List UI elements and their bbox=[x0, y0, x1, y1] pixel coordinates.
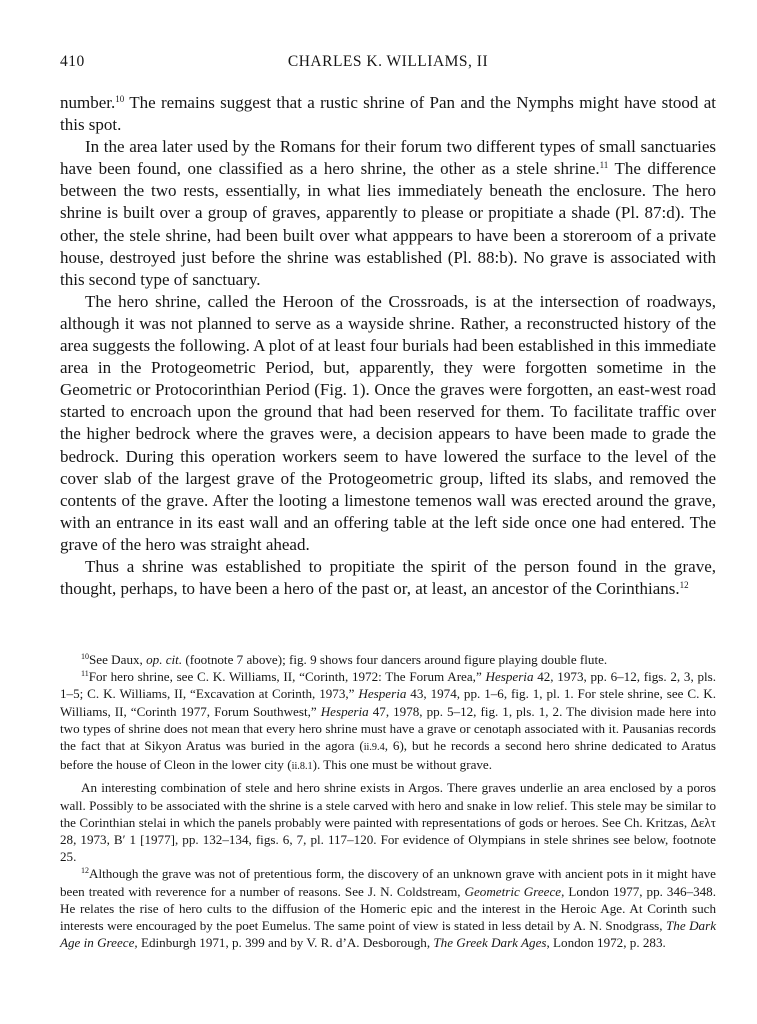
text-run: The remains suggest that a rustic shrine of Pan and the Nymphs might have stood at this spot. bbox=[60, 93, 716, 135]
text-run: For hero shrine, see C. K. Williams, II, “Corinth, 1972: The Forum Area,” bbox=[88, 669, 486, 685]
paragraph bbox=[60, 92, 716, 136]
footnote-ref-11: 11 bbox=[599, 160, 609, 171]
page-number: 410 bbox=[60, 53, 85, 70]
italic-text: Hesperia bbox=[485, 669, 534, 685]
text-run: In the area later used by the Romans for their forum two different types of small sanctuaries have been found, one classified as a hero shrine, the other as a stele shrine. bbox=[60, 137, 716, 179]
footnote-number: 10 bbox=[81, 652, 89, 661]
text-run: 42, 1973, pp. 6–12, figs. 2, 3, pls. 1–5; C. K. Williams, II, “Excavation at Corinth, 1973,” bbox=[60, 669, 716, 702]
text-run: 28, 1973, Β′ 1 [1977], pp. 132–134, figs. 6, 7, pl. 117–120. For evidence of Olympians in stele shrines see below, footnote 25. bbox=[60, 832, 716, 865]
text-run: Edinburgh 1971, p. 399 and by V. R. d’A. Desborough, bbox=[137, 935, 434, 951]
text-run: , 6), but he records a second hero shrine dedicated to Aratus before the house of Cleon in the lower city ( bbox=[60, 738, 716, 773]
footnote-11-continued bbox=[60, 779, 716, 865]
footnote-ref-12: 12 bbox=[679, 580, 689, 591]
italic-text: The Dark Age in Greece, bbox=[60, 918, 716, 951]
footnote-11 bbox=[60, 668, 716, 775]
footnote-ref-10: 10 bbox=[115, 94, 125, 104]
text-run: ). This one must be without grave. bbox=[312, 757, 493, 773]
paragraph bbox=[60, 136, 716, 291]
text-run: The difference between the two rests, essentially, in what lies immediately beneath the enclosure. The hero shrine is built over a group of graves, apparently to please or propitiate a shade (Pl. 87:d). The other, the stele shrine, had been built over what apppears to have been a storeroom of a private house, destroyed just before the shrine was established (Pl. 88:b). No grave is associated with this second type of sanctuary. bbox=[60, 159, 716, 289]
italic-text: Hesperia bbox=[358, 686, 407, 702]
footnote-12 bbox=[60, 865, 716, 951]
small-caps-text: ii.8.1 bbox=[291, 761, 313, 773]
text-run: (footnote 7 above); fig. 9 shows four dancers around figure playing double flute. bbox=[182, 652, 608, 667]
text-run: , London 1977, pp. 346–348. He relates the rise of hero cults to the diffusion of the Homeric epic and the interest in the Heroic Age. At Corinth such interests were encouraged by the poet Eumelus. The same point of view is stated in less detail by A. N. Snodgrass, bbox=[60, 883, 717, 934]
italic-text: op. cit. bbox=[146, 652, 183, 667]
paragraph: The hero shrine, called the Heroon of the Crossroads, is at the intersection of roadways, although it was not planned to serve as a wayside shrine. Rather, a reconstructed history of the area suggests the following. A plot of at least four burials had been established in this immediate area in the Protogeometric Period, but, apparently, they were forgotten sometime in the Geometric or Protocorinthian Period (Fig. 1). Once the graves were forgotten, an east-west road started to encroach upon the ground that had been reserved for them. To facilitate traffic over the higher bedrock where the graves were, a decision appears to have been made to grade the bedrock. During this operation workers seem to have lowered the surface to the level of the cover slab of the largest grave of the Protogeometric group, lifted its slabs, and removed the contents of the grave. After the looting a limestone temenos wall was erected around the grave, with an entrance in its east wall and an offering table at the left side once one had entered. The grave of the hero was straight ahead. bbox=[60, 291, 716, 554]
italic-text: Hesperia bbox=[320, 703, 369, 719]
footnote-number: 11 bbox=[81, 669, 89, 679]
text-run: 47, 1978, pp. 5–12, fig. 1, pls. 1, 2. The division made here into two types of shrine does not mean that every hero shrine must have a grave or cenotaph associated with it. Pausanias records the fact that at Sikyon Aratus was buried in the agora ( bbox=[60, 703, 716, 754]
text-run: number. bbox=[60, 93, 116, 112]
paragraph bbox=[60, 556, 716, 600]
footnote-number: 12 bbox=[81, 866, 89, 876]
text-run: Although the grave was not of pretentious form, the discovery of an unknown grave with ancient pots in it might have been treated with reverence for a number of reasons. See J. N. Coldstream, bbox=[60, 866, 716, 899]
text-run: See Daux, bbox=[89, 652, 147, 667]
greek-text: Δελτ bbox=[690, 814, 716, 830]
body-text bbox=[60, 92, 716, 600]
small-caps-text: ii.9.4 bbox=[363, 742, 385, 754]
italic-text: Geometric Greece bbox=[464, 883, 562, 899]
running-head: CHARLES K. WILLIAMS, II bbox=[287, 53, 489, 70]
footnotes bbox=[60, 651, 716, 951]
italic-text: The Greek Dark Ages bbox=[433, 935, 547, 951]
footnote-10 bbox=[60, 651, 716, 668]
text-run: An interesting combination of stele and hero shrine exists in Argos. There graves underlie an area enclosed by a poros wall. Possibly to be associated with the shrine is a stele carved with hero and snake in low relief. This stele may be similar to the Corinthian stelai in which the panels probably were painted with representations of gods or heroes. See Ch. Kritzas, bbox=[60, 780, 716, 830]
text-run: , London 1972, p. 283. bbox=[546, 935, 666, 951]
text-run: 43, 1974, pp. 1–6, fig. 1, pl. 1. For stele shrine, see C. K. Williams, II, “Corinth 1977, Forum Southwest,” bbox=[60, 686, 716, 719]
text-run: Thus a shrine was established to propitiate the spirit of the person found in the grave, thought, perhaps, to have been a hero of the past or, at least, an ancestor of the Corinthians. bbox=[60, 556, 716, 599]
page-header bbox=[60, 53, 716, 73]
